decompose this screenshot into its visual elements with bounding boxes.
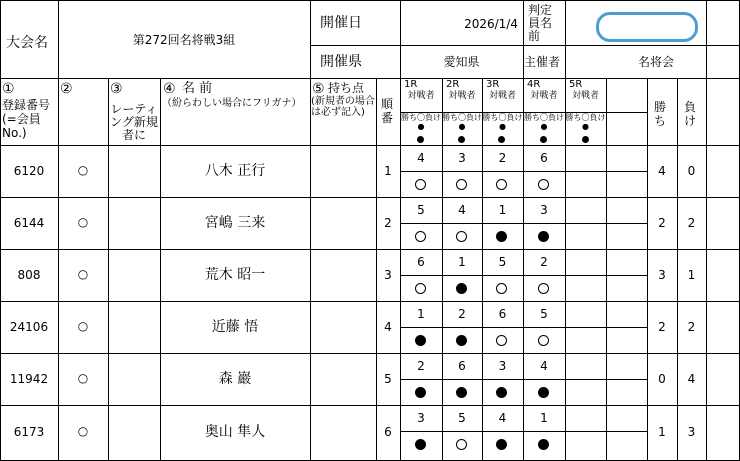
player-wins: 3 — [658, 268, 666, 282]
opponent-number: 4 — [458, 203, 466, 217]
round-3-header: 3R — [486, 79, 500, 90]
prefecture-label: 開催県 — [320, 54, 362, 70]
player-name: 奥山 隼人 — [204, 424, 266, 440]
opponent-number: 5 — [417, 203, 425, 217]
organizer-value: 名将会 — [637, 55, 674, 69]
winlose-header-4: 勝ち〇負け● — [524, 113, 564, 131]
player-wins: 0 — [658, 372, 666, 386]
player-losses: 1 — [687, 268, 696, 282]
player-reg-no: 6173 — [13, 425, 45, 439]
loss-dot-icon — [498, 136, 505, 143]
opponent-number: 5 — [458, 411, 466, 425]
name-header: 名 前 — [182, 81, 213, 96]
grid-line — [442, 78, 443, 461]
loss-dot-icon — [538, 231, 549, 242]
loss-dot-icon — [415, 387, 426, 398]
tournament-name: 第272回名将戦3組 — [132, 33, 236, 47]
opponent-header-1: 対戦者 — [407, 91, 435, 101]
player-name: 近藤 悟 — [211, 319, 259, 335]
col-number-4: ④ — [163, 81, 176, 97]
opponent-number: 6 — [498, 307, 507, 321]
grid-line — [0, 301, 740, 302]
loss-dot-icon — [540, 136, 547, 143]
opponent-number: 4 — [498, 411, 507, 425]
player-losses: 2 — [687, 216, 696, 230]
opponent-number: 2 — [417, 359, 425, 373]
opponent-number: 1 — [540, 411, 548, 425]
loss-dot-icon — [538, 387, 549, 398]
grid-line — [0, 0, 1, 461]
loss-dot-icon — [538, 439, 549, 450]
points-note: (新規者の場合は必ず記入) — [311, 96, 375, 118]
grid-line — [0, 197, 740, 198]
col-number-1: ① — [2, 81, 15, 97]
opponent-number: 1 — [458, 255, 466, 269]
player-losses: 3 — [687, 425, 696, 439]
win-circle-icon — [415, 283, 426, 294]
grid-line — [706, 0, 707, 461]
round-5-header: 5R — [569, 79, 583, 90]
grid-line — [0, 249, 740, 250]
grid-line — [565, 0, 566, 461]
tournament-label: 大会名 — [6, 35, 48, 51]
winlose-header-2: 勝ち〇負け● — [442, 113, 482, 131]
opponent-number: 3 — [498, 359, 507, 373]
prefecture-value: 愛知県 — [443, 55, 480, 69]
grid-line — [400, 379, 647, 380]
opponent-header-3: 対戦者 — [488, 91, 516, 101]
win-circle-icon — [496, 283, 507, 294]
loss-dot-icon — [456, 335, 467, 346]
player-wins: 2 — [658, 320, 666, 334]
col-number-3: ③ — [110, 81, 123, 97]
player-order: 2 — [384, 216, 392, 230]
loss-dot-icon — [496, 387, 507, 398]
loss-dot-icon — [496, 439, 507, 450]
player-reg-no: 24106 — [9, 320, 49, 334]
win-circle-icon — [456, 439, 467, 450]
player-flag: ○ — [77, 267, 89, 281]
opponent-number: 2 — [458, 307, 466, 321]
player-flag: ○ — [77, 424, 89, 438]
opponent-number: 3 — [458, 151, 466, 165]
order-header: 順番 — [381, 97, 394, 125]
player-reg-no: 808 — [17, 268, 41, 282]
judge-label-text: 判定員名前 — [528, 3, 553, 44]
player-flag: ○ — [77, 163, 89, 177]
opponent-number: 4 — [417, 151, 425, 165]
opponent-number: 5 — [498, 255, 507, 269]
loss-dot-icon — [456, 283, 467, 294]
player-losses: 4 — [687, 372, 696, 386]
player-losses: 2 — [687, 320, 696, 334]
player-order: 5 — [384, 372, 392, 386]
col-number-2: ② — [60, 81, 73, 97]
grid-line — [400, 0, 401, 461]
loss-dot-icon — [582, 136, 589, 143]
opponent-number: 6 — [458, 359, 466, 373]
col-number-5: ⑤ — [312, 81, 325, 97]
grid-line — [482, 78, 483, 461]
player-order: 1 — [384, 164, 392, 178]
loss-dot-icon — [415, 439, 426, 450]
player-losses: 0 — [687, 164, 696, 178]
points-header: 持ち点 — [328, 81, 365, 95]
player-wins: 2 — [658, 216, 666, 230]
win-circle-icon — [538, 335, 549, 346]
name-note: （紛らわしい場合にフリガナ） — [162, 98, 302, 109]
round-2-header: 2R — [446, 79, 460, 90]
player-reg-no: 11942 — [9, 372, 49, 386]
loss-dot-icon — [458, 136, 465, 143]
grid-line — [523, 0, 524, 461]
winlose-header-3: 勝ち〇負け● — [482, 113, 523, 131]
grid-line — [606, 78, 607, 461]
opponent-header-5: 対戦者 — [571, 91, 599, 101]
player-wins: 1 — [658, 425, 666, 439]
player-name: 荒木 昭一 — [204, 267, 266, 283]
win-circle-icon — [456, 231, 467, 242]
opponent-header-4: 対戦者 — [530, 91, 558, 101]
grid-line — [400, 171, 647, 172]
grid-line — [310, 0, 311, 461]
grid-line — [0, 405, 740, 406]
win-circle-icon — [496, 335, 507, 346]
opponent-number: 3 — [417, 411, 425, 425]
date-label: 開催日 — [320, 15, 362, 31]
player-order: 3 — [384, 268, 392, 282]
opponent-number: 3 — [540, 203, 548, 217]
reg-no-header: 登録番号 (=会員No.) — [2, 98, 51, 140]
grid-line — [58, 0, 59, 461]
loss-dot-icon — [415, 335, 426, 346]
grid-line — [0, 0, 740, 1]
rating-header: レーティング新規者に — [110, 102, 158, 143]
win-circle-icon — [538, 283, 549, 294]
loss-dot-icon — [456, 387, 467, 398]
player-flag: ○ — [77, 215, 89, 229]
grid-line — [400, 431, 647, 432]
winlose-header-5: 勝ち〇負け● — [565, 113, 606, 131]
win-circle-icon — [456, 179, 467, 190]
player-reg-no: 6144 — [13, 216, 45, 230]
grid-line — [400, 327, 647, 328]
grid-line — [0, 145, 740, 146]
grid-line — [400, 275, 647, 276]
win-circle-icon — [415, 231, 426, 242]
judge-name-field[interactable] — [596, 12, 698, 42]
opponent-number: 6 — [540, 151, 548, 165]
grid-line — [0, 78, 740, 79]
opponent-number: 2 — [498, 151, 507, 165]
win-circle-icon — [415, 179, 426, 190]
grid-line — [400, 223, 647, 224]
player-name: 八木 正行 — [204, 163, 266, 179]
winlose-header-1: 勝ち〇負け● — [401, 113, 441, 131]
player-order: 4 — [384, 320, 392, 334]
opponent-number: 4 — [540, 359, 548, 373]
grid-line — [0, 353, 740, 354]
player-order: 6 — [384, 425, 392, 439]
win-circle-icon — [496, 179, 507, 190]
player-wins: 4 — [658, 164, 666, 178]
date-value: 2026/1/4 — [464, 17, 518, 31]
loss-dot-icon — [417, 136, 424, 143]
opponent-number: 2 — [540, 255, 548, 269]
player-name: 森 巖 — [218, 371, 252, 387]
round-1-header: 1R — [404, 79, 418, 90]
player-name: 宮嶋 三来 — [204, 215, 266, 231]
player-flag: ○ — [77, 371, 89, 385]
opponent-number: 1 — [417, 307, 425, 321]
player-flag: ○ — [77, 319, 89, 333]
opponent-number: 6 — [417, 255, 425, 269]
loss-dot-icon — [496, 231, 507, 242]
organizer-label: 主催者 — [524, 55, 561, 69]
opponent-number: 1 — [498, 203, 507, 217]
losses-header: 負け — [684, 100, 697, 129]
opponent-header-2: 対戦者 — [448, 91, 476, 101]
round-4-header: 4R — [527, 79, 541, 90]
opponent-number: 5 — [540, 307, 548, 321]
grid-line — [310, 45, 740, 46]
judge-label — [528, 4, 562, 44]
player-reg-no: 6120 — [13, 164, 45, 178]
wins-header: 勝ち — [654, 100, 667, 129]
win-circle-icon — [538, 179, 549, 190]
